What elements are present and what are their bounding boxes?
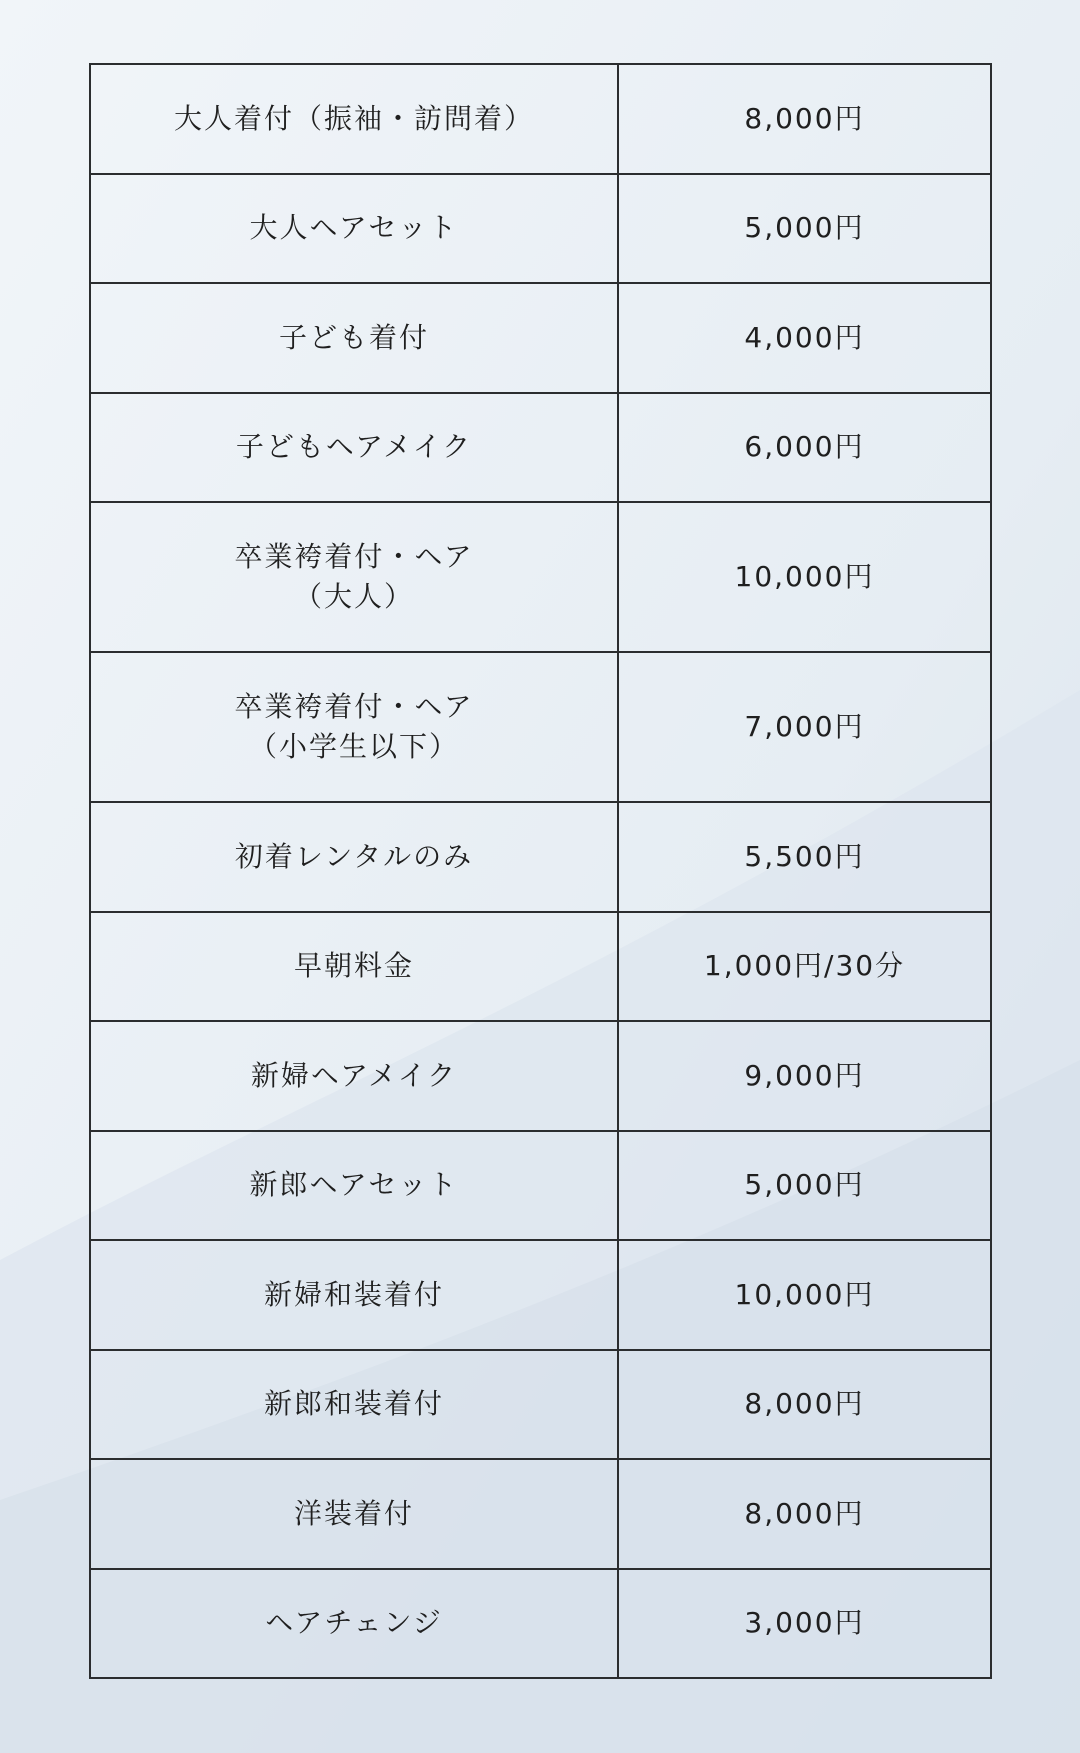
table-row xyxy=(90,1021,991,1131)
service-name-line: （大人） xyxy=(293,580,414,613)
service-name-cell xyxy=(90,1459,618,1569)
service-name-line: 初着レンタルのみ xyxy=(234,839,474,873)
table-row xyxy=(90,652,991,802)
service-name-line: 子ども着付 xyxy=(278,320,429,354)
price-cell: 6,000円 xyxy=(618,393,991,503)
price-cell: 4,000円 xyxy=(618,283,991,393)
service-name-line: 子どもヘアメイク xyxy=(235,430,473,464)
price-cell: 5,000円 xyxy=(618,174,991,284)
service-name-cell xyxy=(90,502,618,652)
price-cell: 10,000円 xyxy=(618,1240,991,1350)
table-row xyxy=(90,283,991,393)
service-name-cell xyxy=(90,652,618,802)
service-name-cell xyxy=(90,1021,618,1131)
service-name-line: 洋装着付 xyxy=(293,1496,414,1530)
price-cell: 5,500円 xyxy=(618,802,991,912)
service-name-cell xyxy=(90,283,618,393)
price-cell: 1,000円/30分 xyxy=(618,912,991,1022)
service-name-cell xyxy=(90,393,618,503)
table-row xyxy=(90,1350,991,1460)
service-name-line: 新婦和装着付 xyxy=(263,1277,444,1311)
price-cell: 10,000円 xyxy=(618,502,991,652)
service-name-cell xyxy=(90,1350,618,1460)
service-name-line: 新婦ヘアメイク xyxy=(250,1058,458,1092)
service-name-cell xyxy=(90,1569,618,1679)
table-row xyxy=(90,1240,991,1350)
table-row xyxy=(90,1459,991,1569)
table-row xyxy=(90,393,991,503)
service-name-line: 早朝料金 xyxy=(293,949,414,983)
service-name-line: 卒業袴着付・ヘア xyxy=(234,690,474,723)
service-name-line: 新郎ヘアセット xyxy=(249,1168,459,1202)
price-cell: 8,000円 xyxy=(618,1350,991,1460)
table-row xyxy=(90,1131,991,1241)
service-name-cell xyxy=(90,1131,618,1241)
table-row xyxy=(90,502,991,652)
table-row xyxy=(90,912,991,1022)
price-cell: 7,000円 xyxy=(618,652,991,802)
service-name-line: 大人ヘアセット xyxy=(249,211,459,245)
service-name-line: ヘアチェンジ xyxy=(265,1606,443,1640)
service-name-cell xyxy=(90,912,618,1022)
price-table xyxy=(89,63,992,1679)
price-cell: 8,000円 xyxy=(618,1459,991,1569)
service-name-line: 新郎和装着付 xyxy=(263,1387,444,1421)
price-cell: 8,000円 xyxy=(618,64,991,174)
table-row xyxy=(90,802,991,912)
service-name-cell xyxy=(90,64,618,174)
service-name-line: 大人着付（振袖・訪問着） xyxy=(173,101,534,135)
price-table-body xyxy=(90,64,991,1678)
service-name-line: （小学生以下） xyxy=(248,730,459,763)
table-row xyxy=(90,1569,991,1679)
price-cell: 9,000円 xyxy=(618,1021,991,1131)
table-row xyxy=(90,174,991,284)
price-cell: 5,000円 xyxy=(618,1131,991,1241)
service-name-cell xyxy=(90,802,618,912)
service-name-cell xyxy=(90,174,618,284)
price-cell: 3,000円 xyxy=(618,1569,991,1679)
table-row xyxy=(90,64,991,174)
service-name-cell xyxy=(90,1240,618,1350)
service-name-line: 卒業袴着付・ヘア xyxy=(234,540,474,573)
